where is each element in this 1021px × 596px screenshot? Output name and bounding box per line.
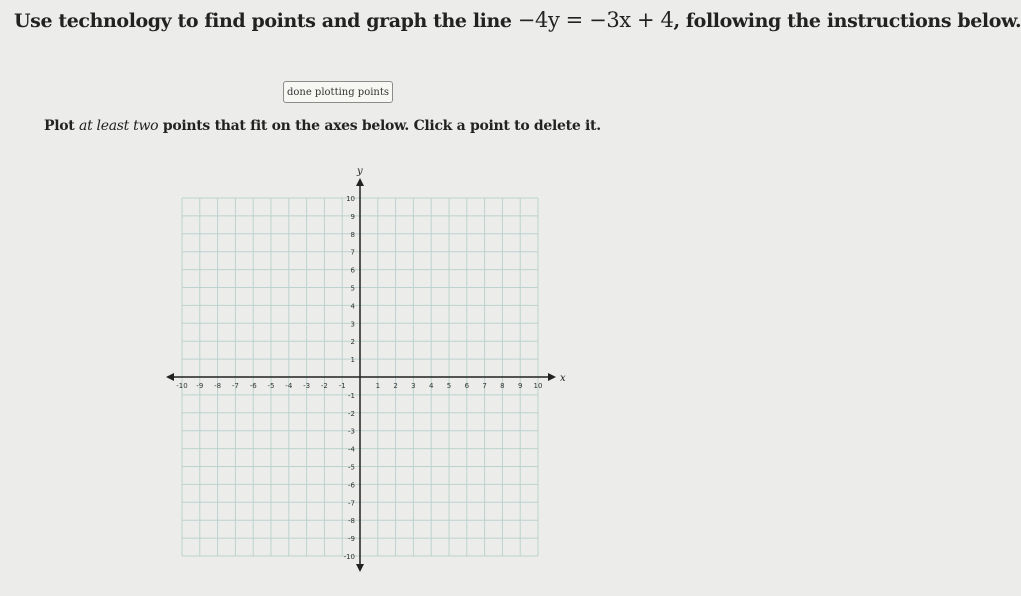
x-tick-label: -8 — [214, 382, 222, 390]
y-tick-label: 9 — [350, 212, 355, 221]
prompt-emphasis: at least two — [79, 118, 159, 134]
x-tick-label: 9 — [517, 382, 523, 390]
x-axis-arrow-right — [548, 373, 556, 381]
y-tick-label: -8 — [348, 517, 355, 526]
x-tick-label: 4 — [428, 382, 434, 390]
x-tick-label: -2 — [320, 382, 328, 390]
y-tick-label: 6 — [350, 266, 355, 275]
coordinate-plane[interactable] — [160, 160, 580, 580]
x-tick-label: 6 — [464, 382, 470, 390]
instruction-text — [14, 8, 1021, 32]
x-tick-label: -1 — [338, 382, 346, 390]
x-tick-label: -9 — [196, 382, 204, 390]
x-tick-label: 1 — [375, 382, 381, 390]
x-tick-label: -3 — [303, 382, 311, 390]
y-tick-label: -9 — [348, 535, 355, 544]
y-tick-label: 1 — [350, 356, 355, 365]
y-tick-label: 7 — [350, 248, 355, 257]
y-tick-label: -10 — [343, 553, 355, 561]
y-axis-arrow-down — [356, 564, 364, 572]
prompt-part1: Plot — [44, 118, 80, 134]
instruction-before: Use technology to find points and graph the line — [14, 10, 518, 32]
x-tick-label: 10 — [533, 382, 543, 390]
x-tick-label: -10 — [176, 382, 188, 390]
prompt-part2: points that fit on the axes below. Click a point to delete it. — [158, 118, 601, 134]
y-tick-label: -4 — [348, 445, 355, 454]
y-tick-label: 5 — [350, 284, 355, 293]
y-tick-label: 3 — [350, 320, 355, 329]
x-tick-label: -5 — [267, 382, 275, 390]
x-tick-label: 5 — [446, 382, 452, 390]
x-tick-label: 2 — [393, 382, 398, 390]
y-tick-label: 2 — [350, 338, 355, 347]
y-tick-label: -6 — [348, 481, 355, 490]
y-tick-label: -2 — [348, 409, 355, 418]
x-axis-label: x — [560, 373, 566, 384]
done-plotting-points-button[interactable]: done plotting points — [283, 81, 393, 103]
plot-prompt — [44, 118, 601, 134]
x-tick-label: -4 — [285, 382, 293, 390]
y-axis-arrow-up — [356, 178, 364, 186]
y-axis-label: y — [357, 166, 363, 177]
x-tick-label: 7 — [482, 382, 487, 390]
y-tick-label: 8 — [350, 230, 355, 239]
x-tick-label: 8 — [500, 382, 505, 390]
x-tick-label: 3 — [411, 382, 416, 390]
x-tick-label: -6 — [249, 382, 257, 390]
x-axis-arrow-left — [166, 373, 174, 381]
y-tick-label: -7 — [348, 499, 355, 508]
y-tick-label: -1 — [348, 391, 355, 400]
line-equation: −4y = −3x + 4 — [517, 8, 674, 32]
y-tick-label: -3 — [348, 427, 355, 436]
instruction-after: , following the instructions below. — [673, 10, 1021, 32]
x-tick-label: -7 — [231, 382, 239, 390]
tick-labels — [176, 166, 566, 561]
y-tick-label: 10 — [346, 195, 355, 203]
axes — [166, 178, 556, 572]
y-tick-label: -5 — [348, 463, 355, 472]
y-tick-label: 4 — [350, 302, 355, 311]
